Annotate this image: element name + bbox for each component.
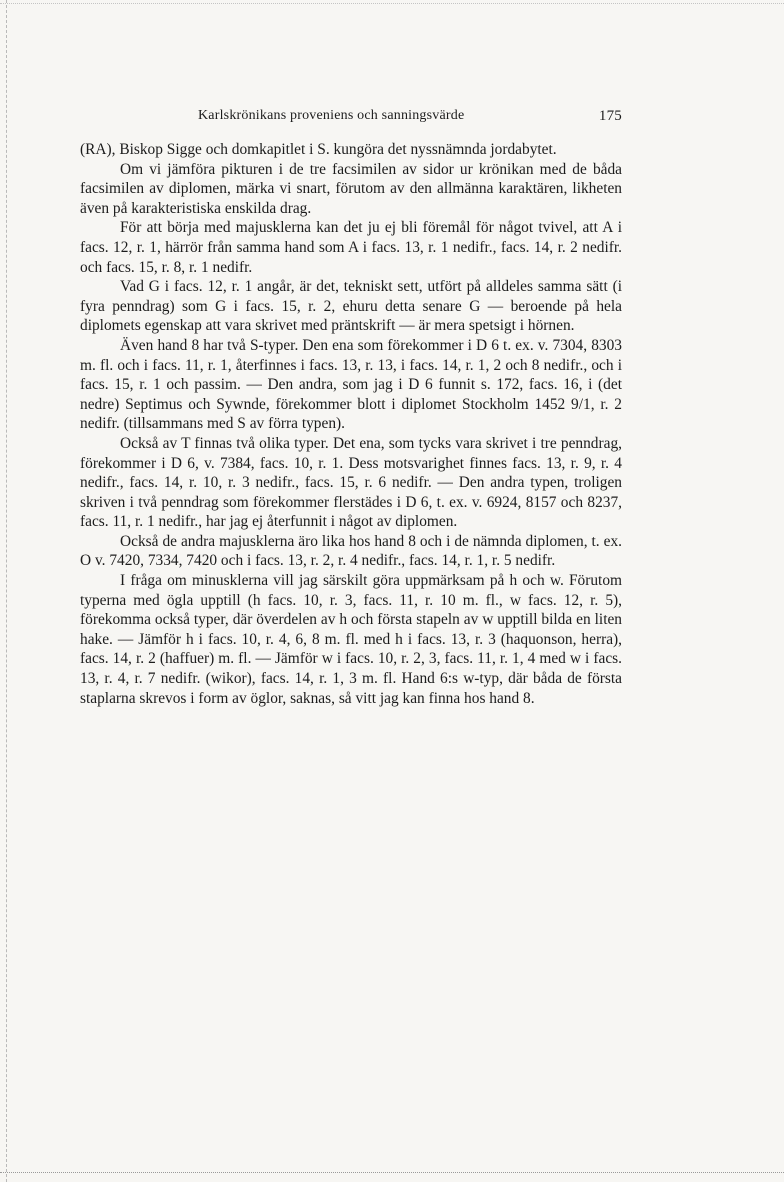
- page-number: 175: [598, 108, 622, 124]
- body-text: [80, 140, 622, 708]
- paragraph-7: Också de andra majusklerna äro lika hos hand 8 och i de nämnda diplomen, t. ex. O v. 7420, 7334, 7420 och i facs. 13, r. 2, r. 4 nedifr., facs. 14, r. 1, r. 5 nedifr.: [80, 532, 622, 570]
- running-title: Karlskrönikans proveniens och sanningsvärde: [198, 108, 465, 123]
- scan-left-edge: [0, 0, 7, 1182]
- paragraph-8: I fråga om minusklerna vill jag särskilt göra uppmärksam på h och w. Förutom typerna med ögla upptill (h facs. 10, r. 3, facs. 11, r. 10 m. fl., w facs. 12, r. 5), förekomma också typer, där överdelen av h och första stapeln av w upptill bilda en liten hake. — Jämför h i facs. 10, r. 4, 6, 8 m. fl. med h i facs. 13, r. 3 (haquonson, herra), facs. 14, r. 2 (haffuer) m. fl. — Jämför w i facs. 10, r. 2, 3, facs. 11, r. 1, 4 med w i facs. 13, r. 4, r. 7 nedifr. (wikor), facs. 14, r. 1, 3 m. fl. Hand 6:s w-typ, där båda de första staplarna skrevos i form av öglor, saknas, så vitt jag kan finna hos hand 8.: [80, 572, 622, 707]
- paragraph-3: För att börja med majusklerna kan det ju ej bli föremål för något tvivel, att A i facs. 12, r. 1, härrör från samma hand som A i facs. 13, r. 1 nedifr., facs. 14, r. 2 nedifr. och facs. 15, r. 8, r. 1 nedifr.: [80, 219, 622, 276]
- paragraph-1: (RA), Biskop Sigge och domkapitlet i S. kungöra det nyssnämnda jordabytet.: [80, 141, 557, 158]
- scan-top-edge: [0, 0, 784, 4]
- paragraph-2: Om vi jämföra pikturen i de tre facsimilen av sidor ur krönikan med de båda facsimilen av diplomen, märka vi snart, förutom av den allmänna karaktären, likheten även på karakteristiska enskilda drag.: [80, 160, 622, 217]
- scan-bottom-edge: [0, 1172, 784, 1176]
- book-page: [80, 104, 622, 708]
- paragraph-5: Även hand 8 har två S-typer. Den ena som förekommer i D 6 t. ex. v. 7304, 8303 m. fl. och i facs. 11, r. 1, återfinnes i facs. 13, r. 13, i facs. 14, r. 1, 2 och 8 nedifr., och i facs. 15, r. 1 och passim. — Den andra, som jag i D 6 funnit s. 172, facs. 16, i (det nedre) Septimus och Sywnde, förekommer blott i diplomet Stockholm 1452 9/1, r. 2 nedifr. (tillsammans med S av förra typen).: [80, 336, 622, 433]
- paragraph-6: Också av T finnas två olika typer. Det ena, som tycks vara skrivet i tre penndrag, förekommer i D 6, v. 7384, facs. 10, r. 1. Dess motsvarighet finnes facs. 13, r. 9, r. 4 nedifr., facs. 14, r. 10, r. 3 nedifr., facs. 15, r. 6 nedifr. — Den andra typen, troligen skriven i två penndrag som förekommer flerstädes i D 6, t. ex. v. 6924, 8157 och 8237, facs. 11, r. 1 nedifr., har jag ej återfunnit i något av diplomen.: [80, 434, 622, 531]
- paragraph-4: Vad G i facs. 12, r. 1 angår, är det, tekniskt sett, utfört på alldeles samma sätt (i fyra penndrag) som G i facs. 15, r. 2, ehuru detta senare G — beroende på hela diplomets egenskap att vara skrivet med präntskrift — är mera spetsigt i hörnen.: [80, 278, 622, 335]
- page-header: [80, 104, 622, 134]
